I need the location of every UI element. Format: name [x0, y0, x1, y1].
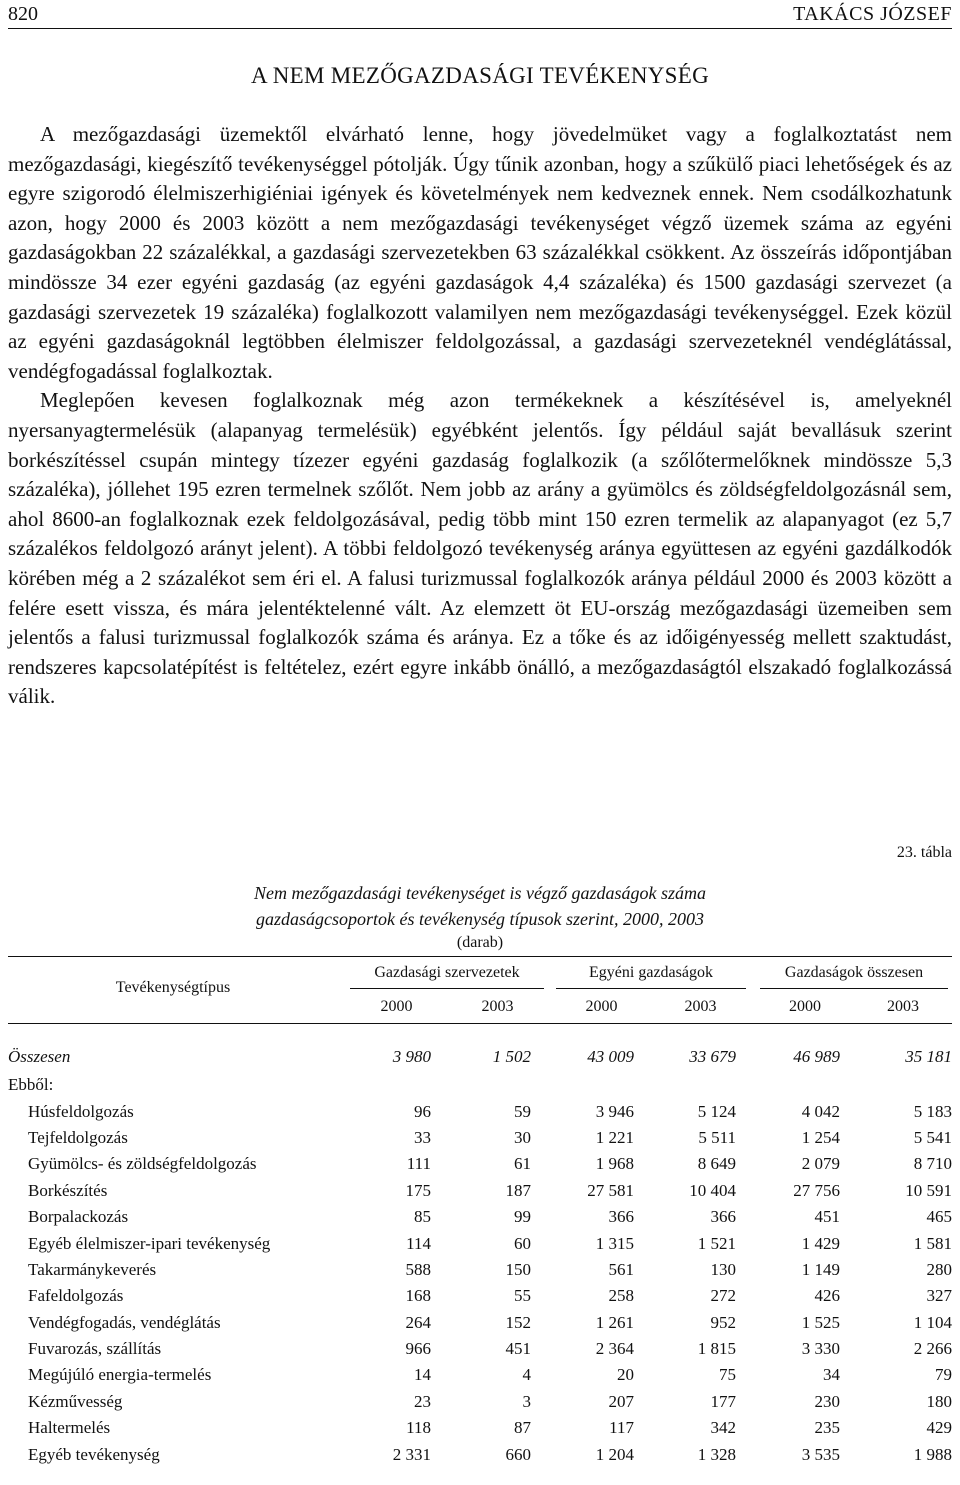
table-row	[8, 1257, 952, 1283]
table-row	[8, 1125, 952, 1151]
cell: 175	[405, 1180, 431, 1200]
cell: 79	[935, 1365, 952, 1385]
cell: 2 266	[913, 1339, 952, 1359]
row-label: Borkészítés	[28, 1180, 108, 1200]
cell: 55	[514, 1286, 531, 1306]
running-head-author: TAKÁCS JÓZSEF	[793, 3, 952, 25]
cell: 1 254	[801, 1127, 840, 1147]
caption-line: Nem mezőgazdasági tevékenységet is végző gazdaságok száma	[254, 883, 706, 903]
cell: 1 315	[595, 1233, 634, 1253]
page-number: 820	[8, 3, 38, 25]
cell: 59	[514, 1101, 531, 1121]
stub-header: Tevékenységtípus	[115, 979, 231, 996]
cell: 3	[522, 1391, 531, 1411]
row-label: Gyümölcs- és zöldségfeldolgozás	[28, 1154, 257, 1174]
cell: 5 183	[913, 1101, 952, 1121]
cell: 114	[406, 1233, 431, 1253]
table-row	[8, 1283, 952, 1309]
cell: 4	[522, 1365, 531, 1385]
cell: 5 511	[698, 1127, 736, 1147]
cell: 3 535	[801, 1444, 840, 1464]
cell: 1 521	[697, 1233, 736, 1253]
cell: 952	[710, 1312, 736, 1332]
cell: 5 124	[697, 1101, 736, 1121]
row-label: Tejfeldolgozás	[28, 1127, 128, 1147]
row-label: Egyéb élelmiszer-ipari tevékenység	[28, 1233, 271, 1253]
subhead-row	[8, 1072, 952, 1098]
cell: 10 404	[689, 1180, 736, 1200]
cell: 1 581	[913, 1233, 952, 1253]
cell: 34	[823, 1365, 840, 1385]
caption-unit: (darab)	[456, 934, 504, 951]
cell: 3 946	[595, 1101, 634, 1121]
cell: 1 502	[492, 1047, 531, 1066]
table-row	[8, 1415, 952, 1441]
group-header: Egyéni gazdaságok	[589, 964, 713, 981]
total-row	[8, 1042, 952, 1072]
cell: 561	[608, 1259, 634, 1279]
cell: 366	[608, 1207, 634, 1227]
group-underline	[556, 988, 746, 989]
table-row	[8, 1336, 952, 1362]
table-row	[8, 1178, 952, 1204]
cell: 5 541	[913, 1127, 952, 1147]
table-row	[8, 1151, 952, 1177]
cell: 46 989	[793, 1047, 840, 1066]
cell: 87	[514, 1418, 531, 1438]
cell: 660	[505, 1444, 531, 1464]
table-number: 23. tábla	[896, 844, 952, 861]
year-header: 2000	[789, 998, 821, 1015]
cell: 2 364	[595, 1339, 634, 1359]
table-row	[8, 1204, 952, 1230]
table-row	[8, 1441, 952, 1467]
cell: 451	[814, 1207, 840, 1227]
cell: 588	[405, 1259, 431, 1279]
subhead-label: Ebből:	[8, 1075, 54, 1095]
group-underline	[760, 988, 948, 989]
cell: 118	[406, 1418, 431, 1438]
row-label: Fafeldolgozás	[28, 1286, 124, 1306]
row-label: Egyéb tevékenység	[28, 1444, 160, 1464]
year-header: 2000	[380, 998, 413, 1015]
cell: 451	[505, 1339, 531, 1359]
cell: 130	[710, 1259, 736, 1279]
table-row	[8, 1389, 952, 1415]
cell: 1 328	[697, 1444, 736, 1464]
year-header: 2000	[585, 998, 618, 1015]
cell: 1 204	[595, 1444, 634, 1464]
cell: 258	[608, 1286, 634, 1306]
cell: 342	[710, 1418, 736, 1438]
cell: 8 649	[697, 1154, 736, 1174]
cell: 35 181	[905, 1047, 952, 1066]
cell: 14	[414, 1365, 431, 1385]
cell: 4 042	[801, 1101, 840, 1121]
cell: 168	[405, 1286, 431, 1306]
table-row	[8, 1230, 952, 1256]
table-caption	[120, 880, 840, 954]
group-header: Gazdaságok összesen	[784, 964, 924, 981]
running-head	[8, 2, 952, 28]
cell: 23	[414, 1391, 431, 1411]
cell: 27 756	[793, 1180, 840, 1200]
cell: 465	[926, 1207, 952, 1227]
cell: 426	[814, 1286, 840, 1306]
cell: 207	[608, 1391, 634, 1411]
cell: 2 079	[801, 1154, 840, 1174]
cell: 20	[617, 1365, 634, 1385]
row-label: Összesen	[8, 1047, 71, 1066]
cell: 280	[926, 1259, 952, 1279]
cell: 1 221	[595, 1127, 634, 1147]
paragraph: A mezőgazdasági üzemektől elvárható lenne, hogy jövedelmüket vagy a foglalkoztatást nem mezőgazdasági, kiegészítő tevékenységgel pótolják. Úgy tűnik azonban, hogy a szűkülő piaci lehetőségek és az egyre szigorodó élelmiszerhigiéniai igények és követelmények nem kedveznek ennek. Nem csodálkozhatunk azon, hogy 2000 és 2003 között a nem mezőgazdasági tevékenységet végző üzemek száma az egyéni gazdaságokban 22 százalékkal, a gazdasági szervezetekben 63 százalékkal csökkent. Az összeírás időpontjában mindössze 34 ezer egyéni gazdaság (az egyéni gazdaságok 4,4 százaléka) és 1500 gazdasági szervezet (a gazdasági szervezetek 19 százaléka) foglalkozott valamilyen nem mezőgazdasági tevékenységgel. Ezek közül az egyéni gazdaságoknál legtöbben élelmiszer feldolgozással, a gazdasági szervezeteknél vendéglátással, vendégfogadással foglalkoztak.	[8, 122, 952, 383]
cell: 1 968	[595, 1154, 634, 1174]
cell: 99	[514, 1207, 531, 1227]
cell: 1 815	[697, 1339, 736, 1359]
cell: 1 261	[595, 1312, 634, 1332]
cell: 8 710	[913, 1154, 952, 1174]
cell: 30	[514, 1127, 531, 1147]
year-header: 2003	[887, 998, 919, 1015]
cell: 85	[414, 1207, 431, 1227]
year-header: 2003	[481, 998, 514, 1015]
cell: 366	[710, 1207, 736, 1227]
cell: 2 331	[392, 1444, 431, 1464]
caption-line: gazdaságcsoportok és tevékenység típusok szerint, 2000, 2003	[256, 909, 704, 929]
cell: 60	[514, 1233, 531, 1253]
row-label: Haltermelés	[28, 1418, 111, 1438]
row-label: Megújúló energia-termelés	[28, 1365, 212, 1385]
cell: 96	[414, 1101, 431, 1121]
table-row	[8, 1362, 952, 1388]
cell: 3 980	[392, 1047, 431, 1066]
row-label: Borpalackozás	[28, 1207, 129, 1227]
table-top-rule	[8, 956, 952, 957]
section-title: A NEM MEZŐGAZDASÁGI TEVÉKENYSÉG	[251, 63, 709, 88]
cell: 1 104	[913, 1312, 952, 1332]
cell: 177	[710, 1391, 736, 1411]
data-table	[8, 1042, 952, 1468]
cell: 27 581	[587, 1180, 634, 1200]
cell: 75	[719, 1365, 736, 1385]
cell: 235	[814, 1418, 840, 1438]
row-label: Vendégfogadás, vendéglátás	[28, 1312, 221, 1332]
row-label: Fuvarozás, szállítás	[28, 1339, 162, 1359]
cell: 33 679	[689, 1047, 736, 1066]
cell: 1 988	[913, 1444, 952, 1464]
cell: 10 591	[905, 1180, 952, 1200]
table-row	[8, 1098, 952, 1124]
table-row	[8, 1310, 952, 1336]
cell: 150	[505, 1259, 531, 1279]
cell: 152	[505, 1312, 531, 1332]
cell: 230	[814, 1391, 840, 1411]
cell: 117	[609, 1418, 634, 1438]
cell: 61	[514, 1154, 531, 1174]
header-rule	[8, 28, 952, 29]
paragraph: Meglepően kevesen foglalkoznak még azon termékeknek a készítésével is, amelyeknél nyersanyagtermelésük (alapanyag termelésük) egyébként jelentős. Így például saját bevallásuk szerint borkészítéssel csupán mintegy tízezer egyéni gazdaság foglalkozik (a szőlőtermelőknek mindössze 5,3 százaléka), jóllehet 195 ezren termelnek szőlőt. Nem jobb az arány a gyümölcs és zöldségfeldolgozásnál sem, ahol 8600-an foglalkoznak ezek feldolgozásával, pedig több mint 150 ezren termelik az alapanyagot (ez 5,7 százalékos feldolgozó arányt jelent). A többi feldolgozó tevékenység aránya együttesen az egyéni gazdálkodók körében még a 2 százalékot sem éri el. A falusi turizmussal foglalkozók aránya például 2000 és 2003 között a felére esett vissza, és mára jelentéktelenné vált. Az elemzett öt EU-ország mezőgazdasági üzemeiben sem jelentős a falusi turizmussal foglalkozók száma és aránya. Ez a tőke és az időigényesség mellett szaktudást, rendszeres kapcsolatépítést is feltételez, ezért egyre inkább önálló, a mezőgazdaságtól elszakadó foglalkozássá válik.	[8, 388, 952, 709]
cell: 3 330	[801, 1339, 840, 1359]
cell: 33	[414, 1127, 431, 1147]
year-header: 2003	[684, 998, 717, 1015]
row-label: Kézművesség	[28, 1391, 123, 1411]
row-label: Takarmánykeverés	[28, 1259, 157, 1279]
cell: 272	[710, 1286, 736, 1306]
cell: 264	[405, 1312, 431, 1332]
cell: 1 429	[801, 1233, 840, 1253]
body-text	[8, 120, 952, 712]
row-label: Húsfeldolgozás	[28, 1101, 134, 1121]
cell: 1 149	[801, 1259, 840, 1279]
group-header: Gazdasági szervezetek	[374, 964, 520, 981]
cell: 327	[926, 1286, 952, 1306]
header-bottom-rule	[8, 1023, 952, 1024]
cell: 111	[406, 1154, 431, 1174]
cell: 43 009	[587, 1047, 634, 1066]
cell: 1 525	[801, 1312, 840, 1332]
group-underline	[350, 988, 544, 989]
cell: 180	[926, 1391, 952, 1411]
cell: 187	[505, 1180, 531, 1200]
cell: 966	[405, 1339, 431, 1359]
cell: 429	[926, 1418, 952, 1438]
